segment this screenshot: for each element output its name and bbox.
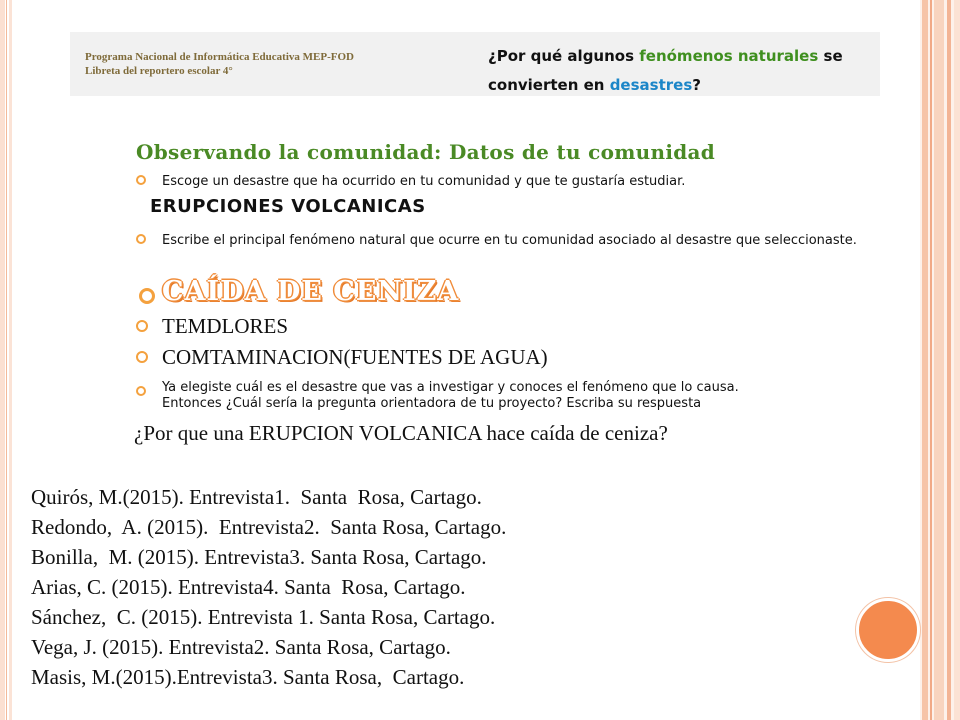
reference-item: Sánchez, C. (2015). Entrevista 1. Santa Rosa, Cartago. xyxy=(31,605,496,629)
reference-item: Quirós, M.(2015). Entrevista1. Santa Rosa, Cartago. xyxy=(31,485,482,509)
reference-item: Arias, C. (2015). Entrevista4. Santa Rosa, Cartago. xyxy=(31,575,466,599)
chosen-disaster: ERUPCIONES VOLCANICAS xyxy=(150,196,426,217)
question-keyword-phenomena: fenómenos naturales xyxy=(639,47,819,65)
bullet-icon xyxy=(136,320,148,332)
bullet-write-phenomenon xyxy=(136,228,876,254)
bullet-choose-disaster xyxy=(136,169,876,195)
references-list xyxy=(31,482,751,692)
reference-item: Redondo, A. (2015). Entrevista2. Santa Rosa, Cartago. xyxy=(31,515,507,539)
bullet-temblores xyxy=(136,311,876,341)
bullet-guiding-question-prompt xyxy=(136,380,876,412)
bullet-text: Escoge un desastre que ha ocurrido en tu comunidad y que te gustaría estudiar. xyxy=(162,174,686,189)
program-line-2: Libreta del reportero escolar 4° xyxy=(85,65,233,77)
left-decorative-stripe xyxy=(0,0,15,720)
program-info xyxy=(85,50,465,78)
reference-item: Masis, M.(2015).Entrevista3. Santa Rosa, Cartago. xyxy=(31,665,465,689)
bullet-icon xyxy=(139,288,155,304)
orange-circle-decoration xyxy=(856,598,920,662)
reference-item: Bonilla, M. (2015). Entrevista3. Santa Rosa, Cartago. xyxy=(31,545,487,569)
right-decorative-stripes xyxy=(920,0,960,720)
bullet-text: COMTAMINACION(FUENTES DE AGUA) xyxy=(162,345,548,369)
bullet-text: TEMDLORES xyxy=(162,314,288,338)
program-line-1: Programa Nacional de Informática Educativa MEP-FOD xyxy=(85,51,354,63)
bullet-text: Escribe el principal fenómeno natural que ocurre en tu comunidad asociado al desastre que seleccionaste. xyxy=(162,233,857,248)
bullet-text-line-2: Entonces ¿Cuál sería la pregunta orientadora de tu proyecto? Escriba su respuesta xyxy=(162,396,702,411)
question-keyword-disasters: desastres xyxy=(609,76,693,94)
bullet-text-line-1: Ya elegiste cuál es el desastre que vas a investigar y conoces el fenómeno que lo causa. xyxy=(162,380,739,395)
bullet-icon xyxy=(136,234,146,244)
phenomenon-wordart: CAÍDA DE CENIZA xyxy=(162,276,460,307)
reference-item: Vega, J. (2015). Entrevista2. Santa Rosa, Cartago. xyxy=(31,635,451,659)
guiding-question-answer: ¿Por que una ERUPCION VOLCANICA hace caída de ceniza? xyxy=(134,421,668,445)
bullet-icon xyxy=(136,175,146,185)
bullet-contaminacion xyxy=(136,342,876,372)
guiding-question-header xyxy=(488,42,888,100)
bullet-icon xyxy=(136,386,146,396)
question-part-2: se convierten en xyxy=(488,47,843,94)
question-part-1: ¿Por qué algunos xyxy=(488,47,640,65)
bullet-icon xyxy=(136,351,148,363)
question-end: ? xyxy=(692,76,701,94)
section-heading: Observando la comunidad: Datos de tu comunidad xyxy=(136,140,716,164)
